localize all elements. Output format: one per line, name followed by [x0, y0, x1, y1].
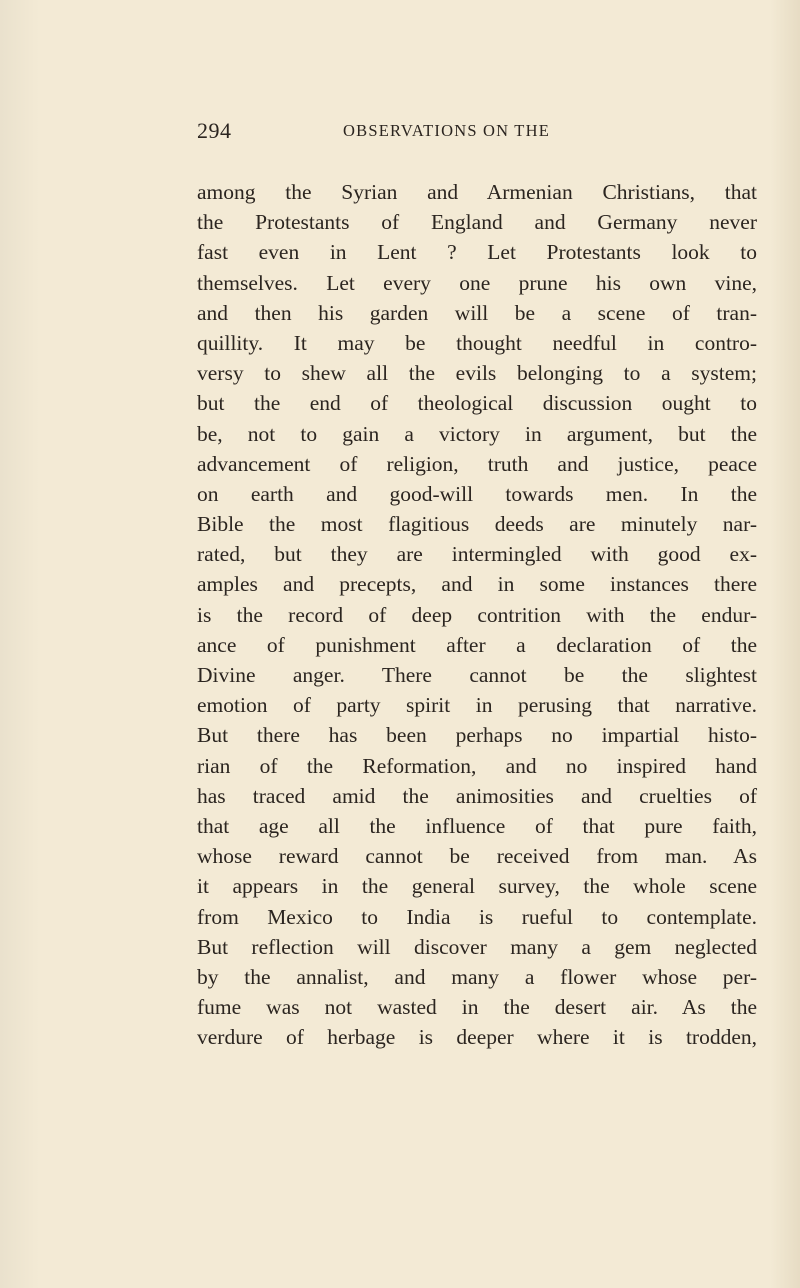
text-line: amples and precepts, and in some instances there	[197, 572, 757, 597]
text-line: on earth and good-will towards men. In the	[197, 481, 757, 506]
running-head: OBSERVATIONS ON THE	[343, 121, 550, 140]
text-line: versy to shew all the evils belonging to a system;	[197, 361, 757, 386]
text-line: that age all the influence of that pure faith,	[197, 813, 757, 838]
text-line: it appears in the general survey, the whole scene	[197, 874, 757, 899]
text-line: emotion of party spirit in perusing that narrative.	[197, 693, 757, 718]
text-line: among the Syrian and Armenian Christians, that	[197, 180, 757, 204]
text-line: is the record of deep contrition with the endur-	[197, 602, 757, 627]
text-line: whose reward cannot be received from man. As	[197, 844, 757, 869]
text-line: rian of the Reformation, and no inspired hand	[197, 753, 757, 778]
text-line: But reflection will discover many a gem neglected	[197, 934, 757, 959]
text-line: be, not to gain a victory in argument, but the	[197, 421, 757, 446]
text-line: fast even in Lent ? Let Protestants look to	[197, 240, 757, 265]
text-line: ance of punishment after a declaration of the	[197, 632, 757, 657]
text-line: by the annalist, and many a flower whose per-	[197, 964, 757, 989]
text-line: themselves. Let every one prune his own vine,	[197, 270, 757, 295]
text-line: quillity. It may be thought needful in contro-	[197, 330, 757, 355]
page-header	[197, 118, 757, 148]
text-line: verdure of herbage is deeper where it is trodden,	[197, 1025, 757, 1050]
text-line: fume was not wasted in the desert air. As the	[197, 995, 757, 1020]
page-number: 294	[197, 118, 232, 143]
text-line: Divine anger. There cannot be the slightest	[197, 663, 757, 687]
text-line: has traced amid the animosities and cruelties of	[197, 783, 757, 808]
text-line: the Protestants of England and Germany never	[197, 210, 757, 235]
text-line: rated, but they are intermingled with good ex-	[197, 542, 757, 567]
text-line: But there has been perhaps no impartial histo-	[197, 723, 757, 748]
text-line: Bible the most flagitious deeds are minutely nar-	[197, 512, 757, 537]
body-text	[197, 177, 757, 1052]
text-line: but the end of theological discussion ought to	[197, 391, 757, 416]
text-line: and then his garden will be a scene of tran-	[197, 300, 757, 325]
text-line: from Mexico to India is rueful to contemplate.	[197, 904, 757, 929]
text-line: advancement of religion, truth and justice, peace	[197, 451, 757, 476]
